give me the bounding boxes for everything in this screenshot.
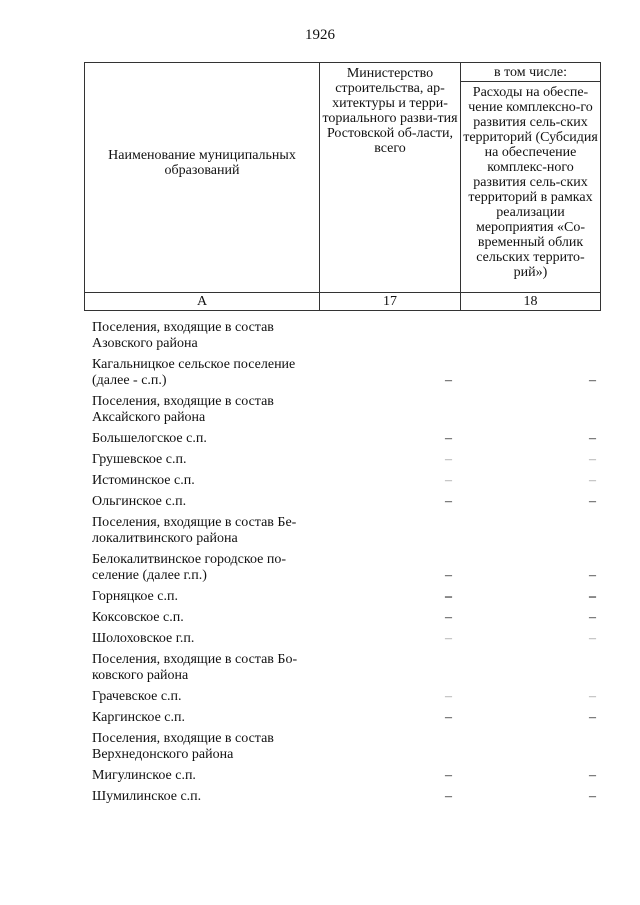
row-value-17: –	[445, 768, 452, 783]
header-name-label: Наименование муниципальных образований	[108, 147, 296, 178]
row-value-18: –	[589, 768, 596, 783]
table-row	[92, 431, 600, 452]
header-including-cell	[461, 63, 601, 82]
row-name: Грушевское с.п.	[92, 452, 187, 467]
table-row	[92, 710, 600, 731]
table-row	[92, 357, 600, 394]
row-value-17: –	[445, 789, 452, 804]
table-row	[92, 631, 600, 652]
row-value-17: –	[445, 373, 452, 388]
row-value-18: –	[589, 631, 596, 646]
row-value-18: –	[589, 689, 596, 704]
row-name: Ольгинское с.п.	[92, 494, 187, 509]
row-name: Поселения, входящие в состав Бо-ковского района	[92, 652, 298, 683]
row-value-18: –	[589, 494, 596, 509]
table-row	[92, 494, 600, 515]
row-name: Шумилинское с.п.	[92, 789, 202, 804]
header-including-label: в том числе:	[494, 65, 567, 80]
header-ministry-cell	[320, 63, 461, 293]
row-value-17: –	[445, 589, 452, 604]
row-value-17: –	[445, 494, 452, 509]
column-number-row	[85, 293, 601, 311]
table-row	[92, 768, 600, 789]
row-name: Белокалитвинское городское по-селение (далее г.п.)	[92, 552, 287, 583]
row-value-18: –	[589, 373, 596, 388]
header-name-cell	[85, 63, 320, 293]
row-value-17: –	[445, 710, 452, 725]
table-header	[84, 62, 601, 311]
row-name: Горняцкое с.п.	[92, 589, 178, 604]
table-row	[92, 394, 600, 431]
table-row	[92, 789, 600, 810]
page-number: 1926	[305, 27, 335, 43]
table-row	[92, 589, 600, 610]
row-name: Большелогское с.п.	[92, 431, 207, 446]
row-value-18: –	[589, 568, 596, 583]
row-value-18: –	[589, 431, 596, 446]
row-value-18: –	[589, 589, 596, 604]
row-value-17: –	[445, 631, 452, 646]
table-row	[92, 731, 600, 768]
table-row	[92, 452, 600, 473]
row-name: Грачевское с.п.	[92, 689, 182, 704]
row-name: Коксовское с.п.	[92, 610, 184, 625]
table-row	[92, 515, 600, 552]
row-value-18: –	[589, 710, 596, 725]
row-name: Шолоховское г.п.	[92, 631, 195, 646]
row-name: Кагальницкое сельское поселение (далее - с.п.)	[92, 357, 296, 388]
row-value-18: –	[589, 789, 596, 804]
row-value-18: –	[589, 610, 596, 625]
table-row	[92, 552, 600, 589]
row-value-17: –	[445, 452, 452, 467]
header-expense-cell	[461, 82, 601, 293]
column-number-17: 17	[320, 293, 461, 311]
row-value-17: –	[445, 473, 452, 488]
table-row	[92, 473, 600, 494]
row-name: Поселения, входящие в состав Азовского района	[92, 320, 274, 351]
row-name: Мигулинское с.п.	[92, 768, 196, 783]
table-row	[92, 320, 600, 357]
row-name: Поселения, входящие в состав Верхнедонского района	[92, 731, 274, 762]
table-row	[92, 689, 600, 710]
table-body	[92, 320, 600, 810]
row-name: Поселения, входящие в состав Аксайского района	[92, 394, 274, 425]
row-value-18: –	[589, 473, 596, 488]
row-value-17: –	[445, 431, 452, 446]
row-value-17: –	[445, 689, 452, 704]
row-value-17: –	[445, 610, 452, 625]
header-ministry-label: Министерство строительства, ар-хитектуры и терри-ториального разви-тия Ростовской об-ласти, всего	[322, 66, 458, 156]
table-row	[92, 610, 600, 631]
row-name: Истоминское с.п.	[92, 473, 195, 488]
row-name: Каргинское с.п.	[92, 710, 185, 725]
column-number-a: А	[85, 293, 320, 311]
table-row	[92, 652, 600, 689]
row-name: Поселения, входящие в состав Бе-локалитвинского района	[92, 515, 297, 546]
row-value-18: –	[589, 452, 596, 467]
row-value-17: –	[445, 568, 452, 583]
header-expense-label: Расходы на обеспе-чение комплексно-го развития сель-ских территорий (Субсидия на обеспечение комплекс-ного развития сель-ских территорий в рамках реализации мероприятия «Со-временный облик сельских террито-рий»)	[463, 85, 598, 280]
column-number-18: 18	[461, 293, 601, 311]
